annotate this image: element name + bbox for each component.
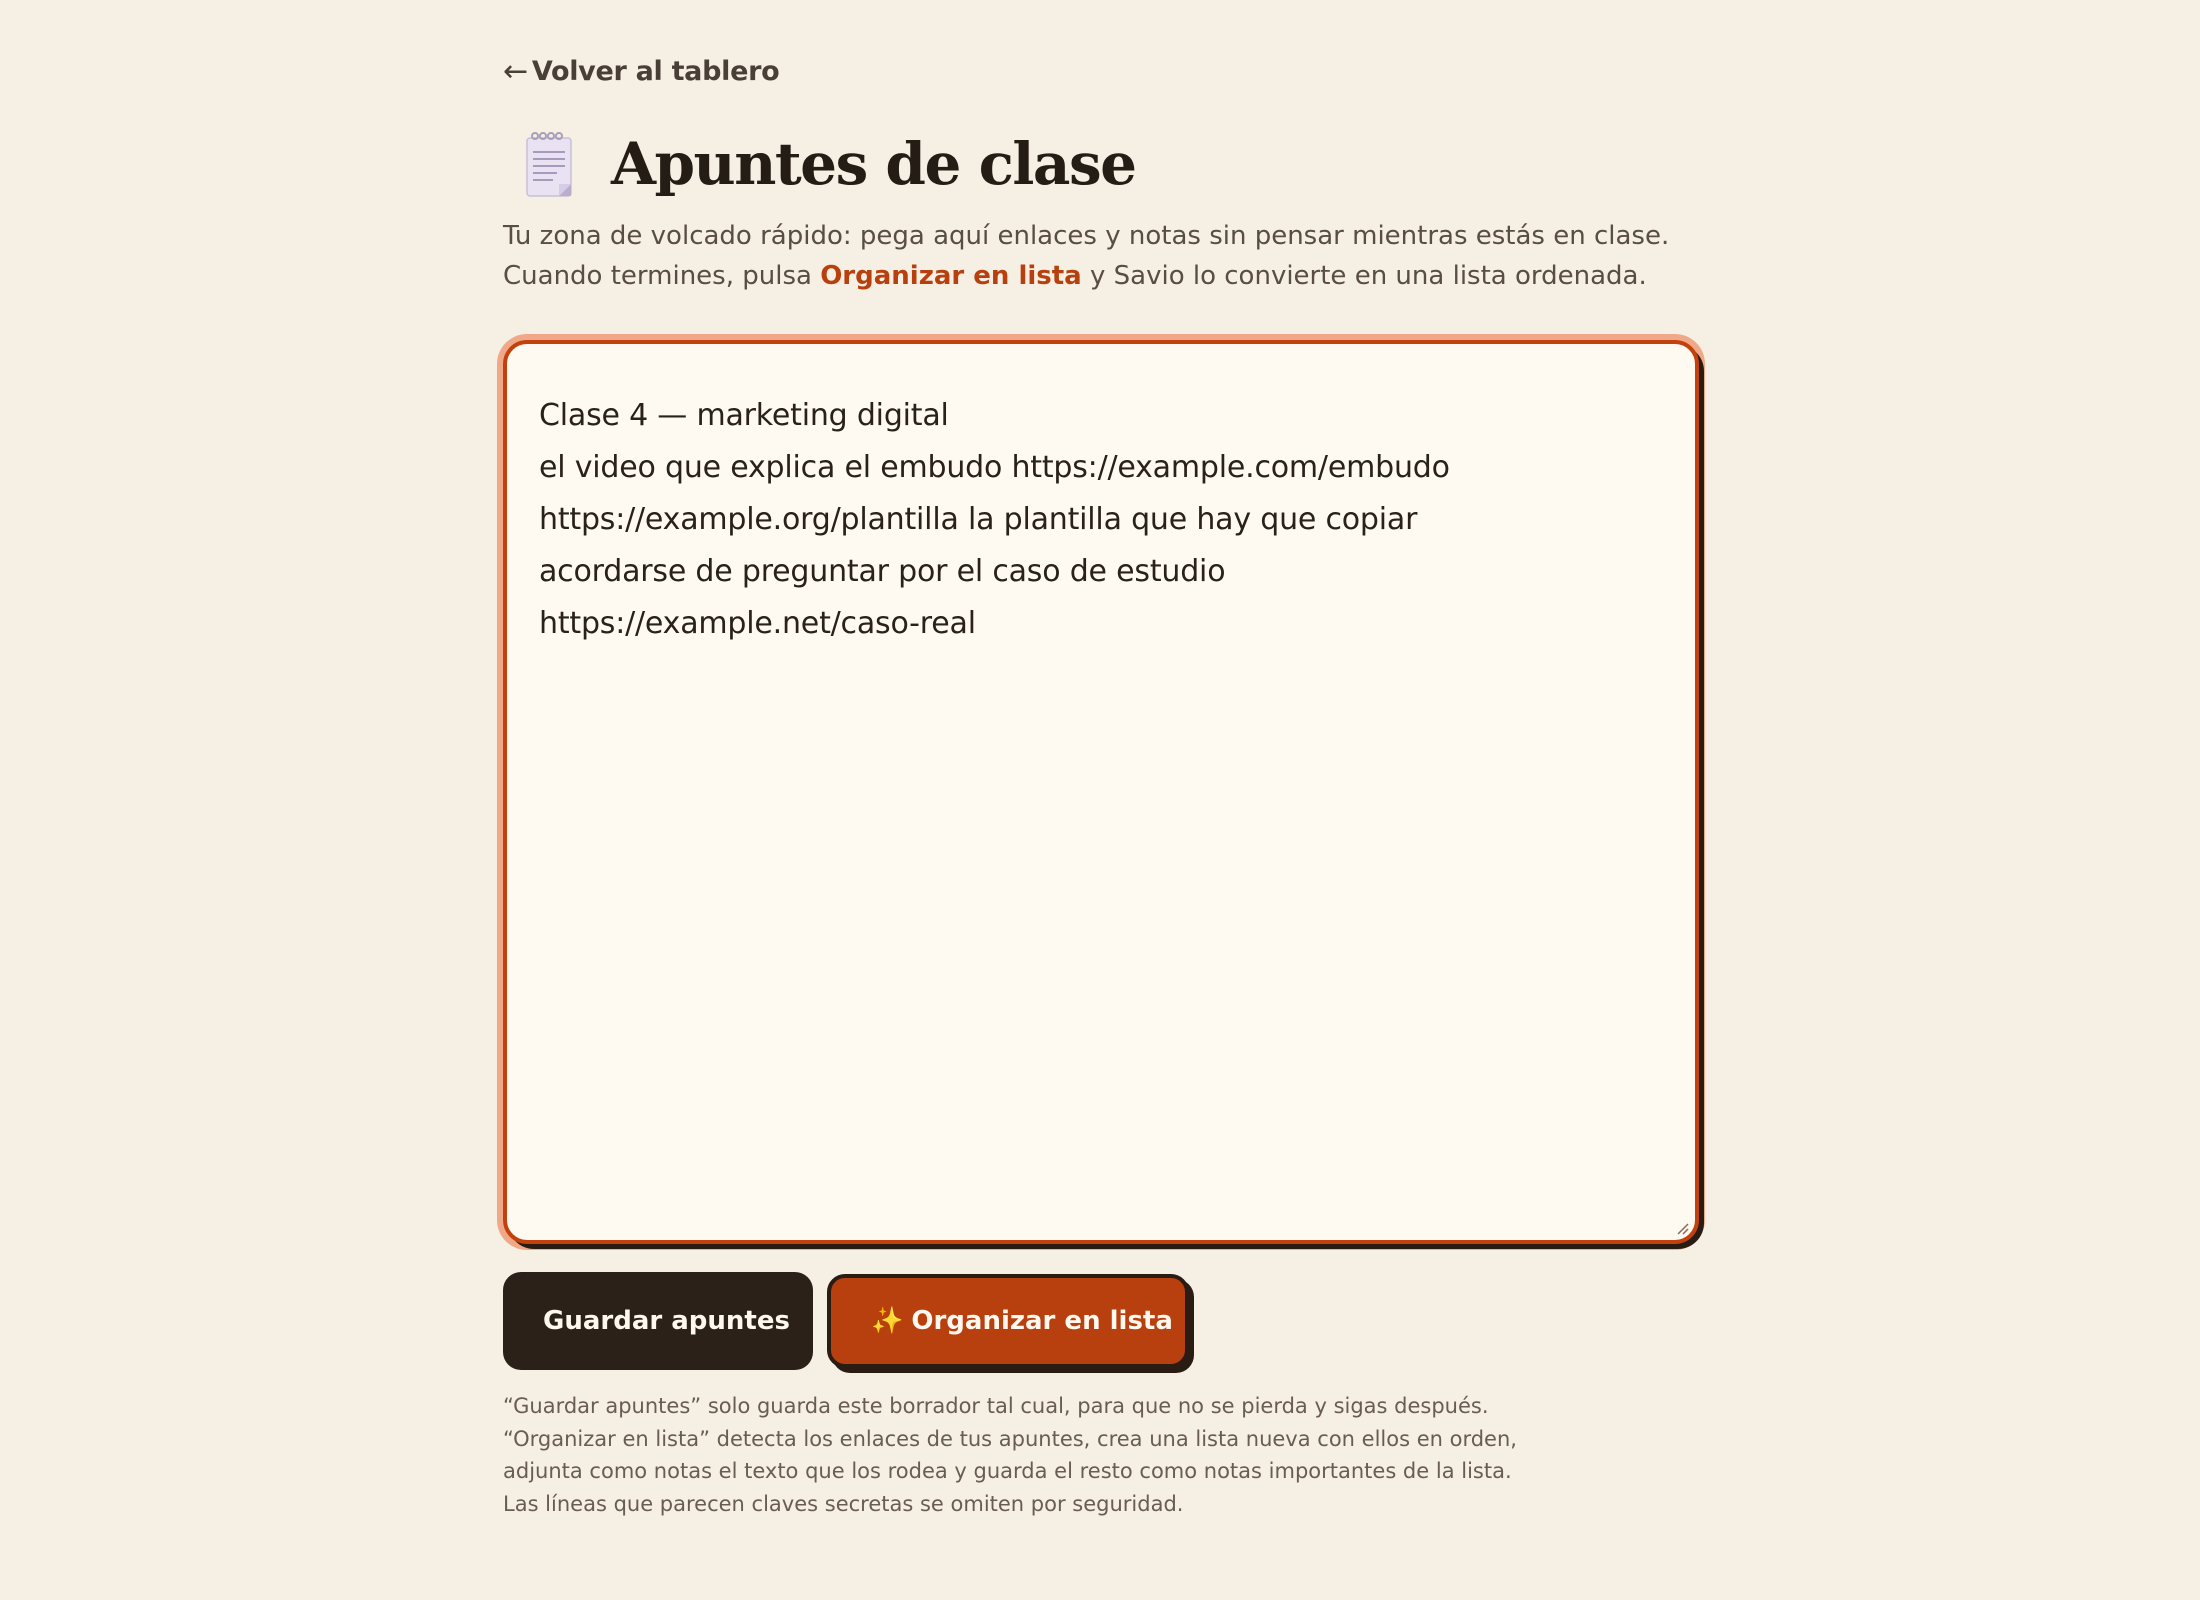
note-line: https://example.net/caso-real bbox=[539, 606, 976, 641]
action-buttons bbox=[503, 1272, 1189, 1370]
back-to-dashboard-link[interactable] bbox=[503, 53, 780, 89]
back-link-label: Volver al tablero bbox=[531, 56, 780, 87]
sparkles-icon: ✨ bbox=[871, 1306, 904, 1336]
organize-list-label: Organizar en lista bbox=[911, 1306, 1173, 1336]
intro-text-end: y Savio lo convierte en una lista ordenada. bbox=[1081, 261, 1647, 291]
footnote-line: Las líneas que parecen claves secretas se omiten por seguridad. bbox=[503, 1491, 1184, 1516]
intro-text bbox=[503, 216, 1713, 296]
footnote-line: “Organizar en lista” detecta los enlaces de tus apuntes, crea una lista nueva con ellos en orden, bbox=[503, 1426, 1517, 1451]
page-header bbox=[503, 120, 1136, 208]
footnote-line: adjunta como notas el texto que los rodea y guarda el resto como notas importantes de la lista. bbox=[503, 1459, 1512, 1483]
notepad-icon bbox=[521, 128, 581, 200]
resize-handle-icon[interactable] bbox=[1675, 1220, 1689, 1234]
note-line: acordarse de preguntar por el caso de estudio bbox=[539, 554, 1226, 589]
note-line: Clase 4 — marketing digital bbox=[539, 398, 949, 433]
note-line: https://example.org/plantilla la plantilla que hay que copiar bbox=[539, 502, 1418, 537]
notes-textarea[interactable] bbox=[503, 340, 1699, 1244]
organize-list-button[interactable] bbox=[827, 1274, 1189, 1368]
save-notes-button[interactable]: Guardar apuntes bbox=[503, 1272, 813, 1370]
intro-text-start: Tu zona de volcado rápido: pega aquí enlaces y notas sin pensar mientras estás en clase. Cuando termines, pulsa bbox=[503, 221, 1670, 291]
footnote-line: “Guardar apuntes” solo guarda este borrador tal cual, para que no se pierda y sigas después. bbox=[503, 1394, 1489, 1418]
intro-accent: Organizar en lista bbox=[820, 261, 1082, 291]
help-footnote bbox=[503, 1390, 1543, 1520]
page-title: Apuntes de clase bbox=[611, 130, 1136, 198]
note-line: el video que explica el embudo https://example.com/embudo bbox=[539, 450, 1450, 485]
notes-editor-wrapper bbox=[503, 340, 1699, 1244]
arrow-left-icon: ← bbox=[503, 53, 528, 89]
